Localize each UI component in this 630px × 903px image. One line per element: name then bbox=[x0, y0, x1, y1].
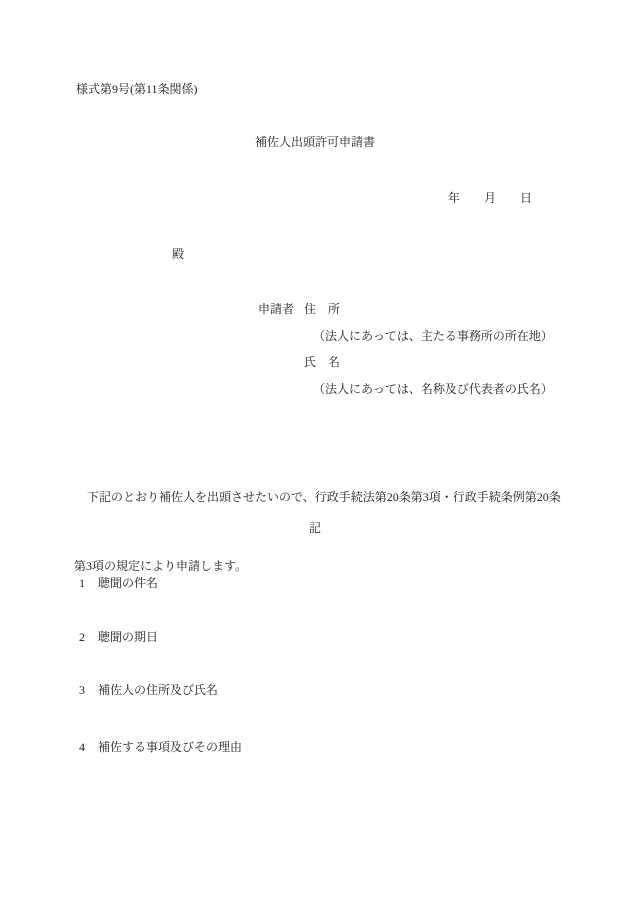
list-item-1-number: 1 bbox=[79, 576, 85, 590]
body-line-1: 下記のとおり補佐人を出頭させたいので、行政手続法第20条第3項・行政手続条例第20条 bbox=[87, 490, 561, 504]
list-item-3 bbox=[79, 682, 218, 698]
addressee-honorific: 殿 bbox=[172, 247, 185, 261]
applicant-label: 申請者 bbox=[258, 302, 295, 316]
body-line-2: 第3項の規定により申請します。 bbox=[74, 559, 248, 573]
list-item-4-label: 補佐する事項及びその理由 bbox=[98, 740, 243, 754]
list-item-1 bbox=[79, 575, 158, 591]
list-item-3-number: 3 bbox=[79, 683, 85, 697]
applicant-address-note: （法人にあっては、主たる事務所の所在地） bbox=[313, 329, 553, 343]
list-item-3-label: 補佐人の住所及び氏名 bbox=[98, 683, 219, 697]
document-title: 補佐人出頭許可申請書 bbox=[254, 135, 375, 149]
applicant-address-line bbox=[258, 301, 340, 317]
list-item-1-label: 聴聞の件名 bbox=[98, 576, 159, 590]
list-item-2-number: 2 bbox=[79, 630, 85, 644]
list-item-2 bbox=[79, 629, 158, 645]
list-item-4-number: 4 bbox=[79, 740, 85, 754]
applicant-name-label: 氏 名 bbox=[304, 355, 341, 369]
date-year-label: 年 bbox=[448, 191, 461, 205]
list-item-4 bbox=[79, 739, 242, 755]
applicant-address-label: 住 所 bbox=[304, 302, 341, 316]
form-number: 様式第9号(第11条関係) bbox=[76, 82, 198, 96]
list-item-2-label: 聴聞の期日 bbox=[98, 630, 159, 644]
applicant-name-note: （法人にあっては、名称及び代表者の氏名） bbox=[313, 382, 553, 396]
date-day-label: 日 bbox=[520, 191, 533, 205]
date-line bbox=[448, 190, 532, 206]
list-header: 記 bbox=[308, 521, 321, 535]
date-month-label: 月 bbox=[484, 191, 497, 205]
